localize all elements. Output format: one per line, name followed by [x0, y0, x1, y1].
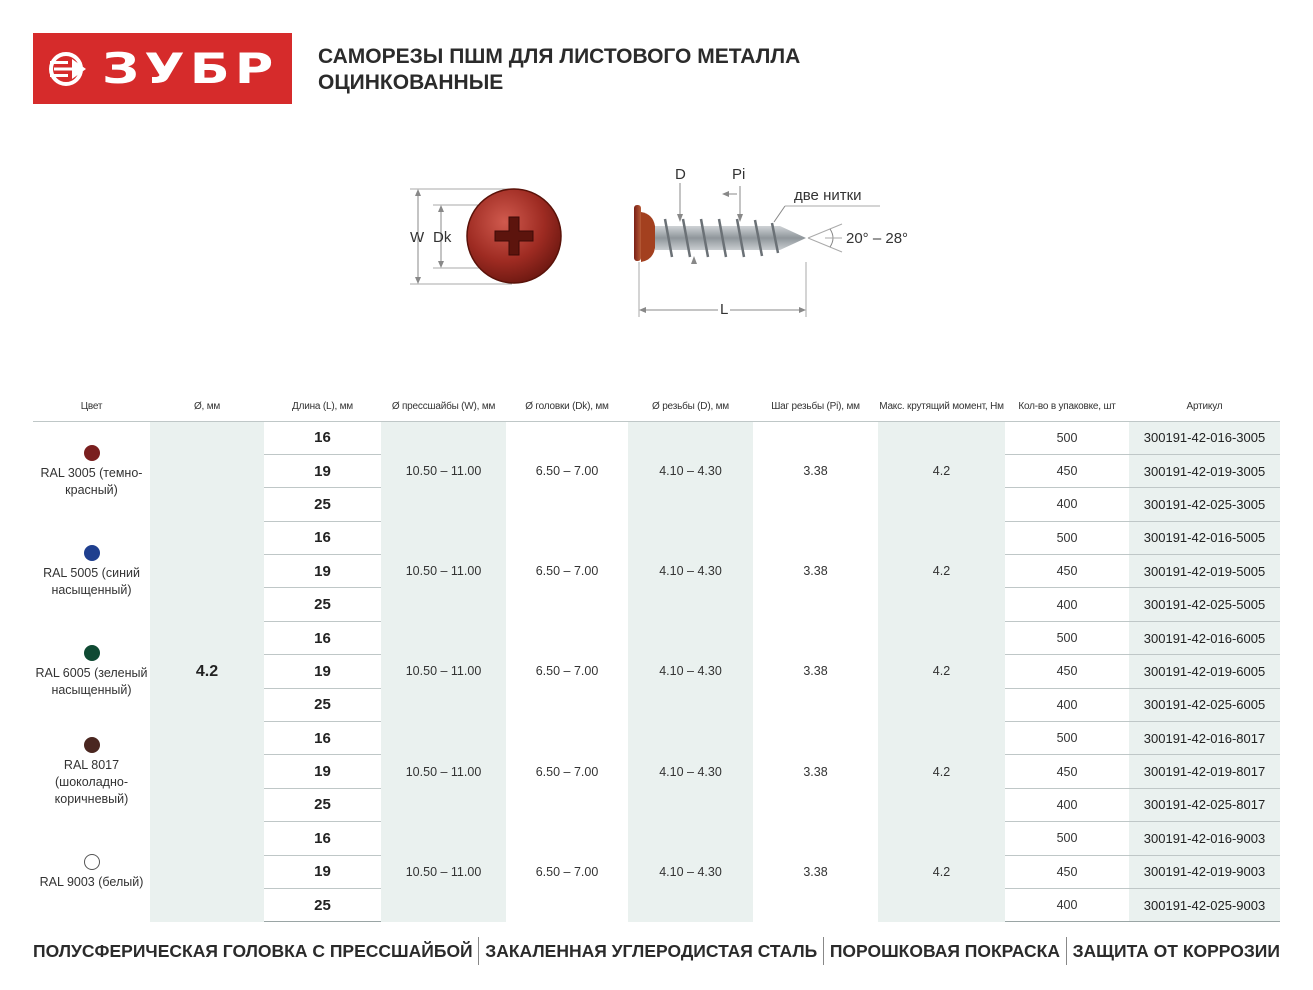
- qty-cell: 400: [1005, 688, 1129, 721]
- feature-corrosion: ЗАЩИТА ОТ КОРРОЗИИ: [1072, 940, 1280, 961]
- logo-text: ЗУБР: [101, 44, 279, 93]
- divider: [478, 937, 479, 965]
- length-cell: 19: [264, 755, 381, 788]
- article-cell: 300191-42-025-9003: [1129, 888, 1280, 921]
- qty-cell: 400: [1005, 788, 1129, 821]
- header-qty: Кол-во в упаковке, шт: [1005, 393, 1129, 421]
- label-l: L: [720, 301, 729, 318]
- washer-cell: 10.50 – 11.00: [381, 521, 506, 621]
- length-cell: 16: [264, 621, 381, 654]
- color-name: RAL 6005 (зеленый насыщенный): [35, 666, 148, 698]
- color-name: RAL 8017 (шоколадно-коричневый): [54, 758, 129, 807]
- title-line-1: САМОРЕЗЫ ПШМ ДЛЯ ЛИСТОВОГО МЕТАЛЛА: [318, 45, 801, 68]
- torque-cell: 4.2: [878, 621, 1005, 721]
- features-bar: [33, 935, 1280, 967]
- color-cell: [33, 621, 150, 721]
- header-head: Ø головки (Dk), мм: [506, 393, 628, 421]
- article-cell: 300191-42-019-8017: [1129, 755, 1280, 788]
- pitch-cell: 3.38: [803, 464, 828, 479]
- torque-cell: 4.2: [878, 822, 1005, 922]
- color-name: RAL 5005 (синий насыщенный): [43, 566, 140, 598]
- header-pitch: Шаг резьбы (Pi), мм: [753, 393, 878, 421]
- color-cell: [33, 521, 150, 621]
- article-cell: 300191-42-016-5005: [1129, 521, 1280, 554]
- torque-cell: 4.2: [878, 421, 1005, 521]
- thread-cell: 4.10 – 4.30: [628, 722, 753, 822]
- washer-cell: 10.50 – 11.00: [381, 722, 506, 822]
- color-swatch: [84, 645, 100, 661]
- thread-cell: 4.10 – 4.30: [628, 421, 753, 521]
- thread-cell: 4.10 – 4.30: [628, 621, 753, 721]
- qty-cell: 450: [1005, 855, 1129, 888]
- qty-cell: 400: [1005, 588, 1129, 621]
- qty-cell: 450: [1005, 755, 1129, 788]
- arrow-logo-icon: [48, 51, 88, 87]
- qty-cell: 450: [1005, 454, 1129, 487]
- color-name: RAL 3005 (темно-красный): [40, 466, 143, 498]
- label-pi: Pi: [732, 166, 746, 183]
- brand-logo: [33, 33, 292, 104]
- color-cell: [33, 822, 150, 922]
- header-color: Цвет: [33, 393, 150, 421]
- head-cell: 6.50 – 7.00: [535, 664, 599, 679]
- title-line-2: ОЦИНКОВАННЫЕ: [318, 71, 504, 94]
- length-cell: 16: [264, 822, 381, 855]
- head-cell: 6.50 – 7.00: [535, 564, 599, 579]
- color-name: RAL 9003 (белый): [39, 875, 144, 890]
- color-swatch: [84, 445, 100, 461]
- color-swatch: [84, 737, 100, 753]
- color-swatch: [84, 545, 100, 561]
- header-diameter: Ø, мм: [150, 393, 264, 421]
- article-cell: 300191-42-019-5005: [1129, 555, 1280, 588]
- qty-cell: 400: [1005, 888, 1129, 921]
- head-cell: 6.50 – 7.00: [535, 764, 599, 779]
- color-swatch: [84, 854, 100, 870]
- qty-cell: 400: [1005, 488, 1129, 521]
- header-torque: Макс. крутящий момент, Нм: [878, 393, 1005, 421]
- label-angle: 20° – 28°: [846, 230, 909, 247]
- head-cell: 6.50 – 7.00: [535, 864, 599, 879]
- length-cell: 19: [264, 555, 381, 588]
- article-cell: 300191-42-025-8017: [1129, 788, 1280, 821]
- qty-cell: 450: [1005, 555, 1129, 588]
- page-title: [318, 44, 918, 96]
- specs-table: [33, 393, 1280, 922]
- article-cell: 300191-42-016-3005: [1129, 421, 1280, 454]
- divider: [823, 937, 824, 965]
- qty-cell: 500: [1005, 521, 1129, 554]
- article-cell: 300191-42-019-6005: [1129, 655, 1280, 688]
- pitch-cell: 3.38: [803, 864, 828, 879]
- thread-cell: 4.10 – 4.30: [628, 521, 753, 621]
- feature-coating: ПОРОШКОВАЯ ПОКРАСКА: [829, 940, 1060, 961]
- length-cell: 25: [264, 888, 381, 921]
- header-article: Артикул: [1129, 393, 1280, 421]
- length-cell: 25: [264, 688, 381, 721]
- label-d: D: [675, 166, 686, 183]
- pitch-cell: 3.38: [803, 564, 828, 579]
- diameter-cell: 4.2: [150, 421, 264, 922]
- length-cell: 25: [264, 788, 381, 821]
- label-dk: Dk: [433, 229, 452, 246]
- length-cell: 19: [264, 655, 381, 688]
- article-cell: 300191-42-019-9003: [1129, 855, 1280, 888]
- pitch-cell: 3.38: [803, 764, 828, 779]
- feature-head: ПОЛУСФЕРИЧЕСКАЯ ГОЛОВКА С ПРЕССШАЙБОЙ: [33, 940, 473, 961]
- article-cell: 300191-42-016-8017: [1129, 722, 1280, 755]
- washer-cell: 10.50 – 11.00: [381, 421, 506, 521]
- qty-cell: 500: [1005, 822, 1129, 855]
- feature-steel: ЗАКАЛЕННАЯ УГЛЕРОДИСТАЯ СТАЛЬ: [485, 940, 818, 961]
- qty-cell: 500: [1005, 722, 1129, 755]
- pitch-cell: 3.38: [803, 664, 828, 679]
- header-thread: Ø резьбы (D), мм: [628, 393, 753, 421]
- header-length: Длина (L), мм: [264, 393, 381, 421]
- thread-cell: 4.10 – 4.30: [628, 822, 753, 922]
- article-cell: 300191-42-025-5005: [1129, 588, 1280, 621]
- article-cell: 300191-42-025-3005: [1129, 488, 1280, 521]
- article-cell: 300191-42-025-6005: [1129, 688, 1280, 721]
- head-cell: 6.50 – 7.00: [535, 464, 599, 479]
- length-cell: 19: [264, 454, 381, 487]
- article-cell: 300191-42-016-6005: [1129, 621, 1280, 654]
- length-cell: 16: [264, 722, 381, 755]
- divider: [1066, 937, 1067, 965]
- article-cell: 300191-42-019-3005: [1129, 454, 1280, 487]
- qty-cell: 500: [1005, 421, 1129, 454]
- qty-cell: 500: [1005, 621, 1129, 654]
- torque-cell: 4.2: [878, 722, 1005, 822]
- label-threads: две нитки: [794, 187, 862, 204]
- length-cell: 25: [264, 488, 381, 521]
- washer-cell: 10.50 – 11.00: [381, 822, 506, 922]
- label-w: W: [410, 229, 425, 246]
- length-cell: 16: [264, 521, 381, 554]
- table-header-row: [33, 393, 1280, 421]
- color-cell: [33, 722, 150, 822]
- article-cell: 300191-42-016-9003: [1129, 822, 1280, 855]
- length-cell: 25: [264, 588, 381, 621]
- length-cell: 16: [264, 421, 381, 454]
- color-cell: [33, 421, 150, 521]
- table-row: [33, 421, 1280, 454]
- qty-cell: 450: [1005, 655, 1129, 688]
- header-washer: Ø прессшайбы (W), мм: [381, 393, 506, 421]
- length-cell: 19: [264, 855, 381, 888]
- torque-cell: 4.2: [878, 521, 1005, 621]
- washer-cell: 10.50 – 11.00: [381, 621, 506, 721]
